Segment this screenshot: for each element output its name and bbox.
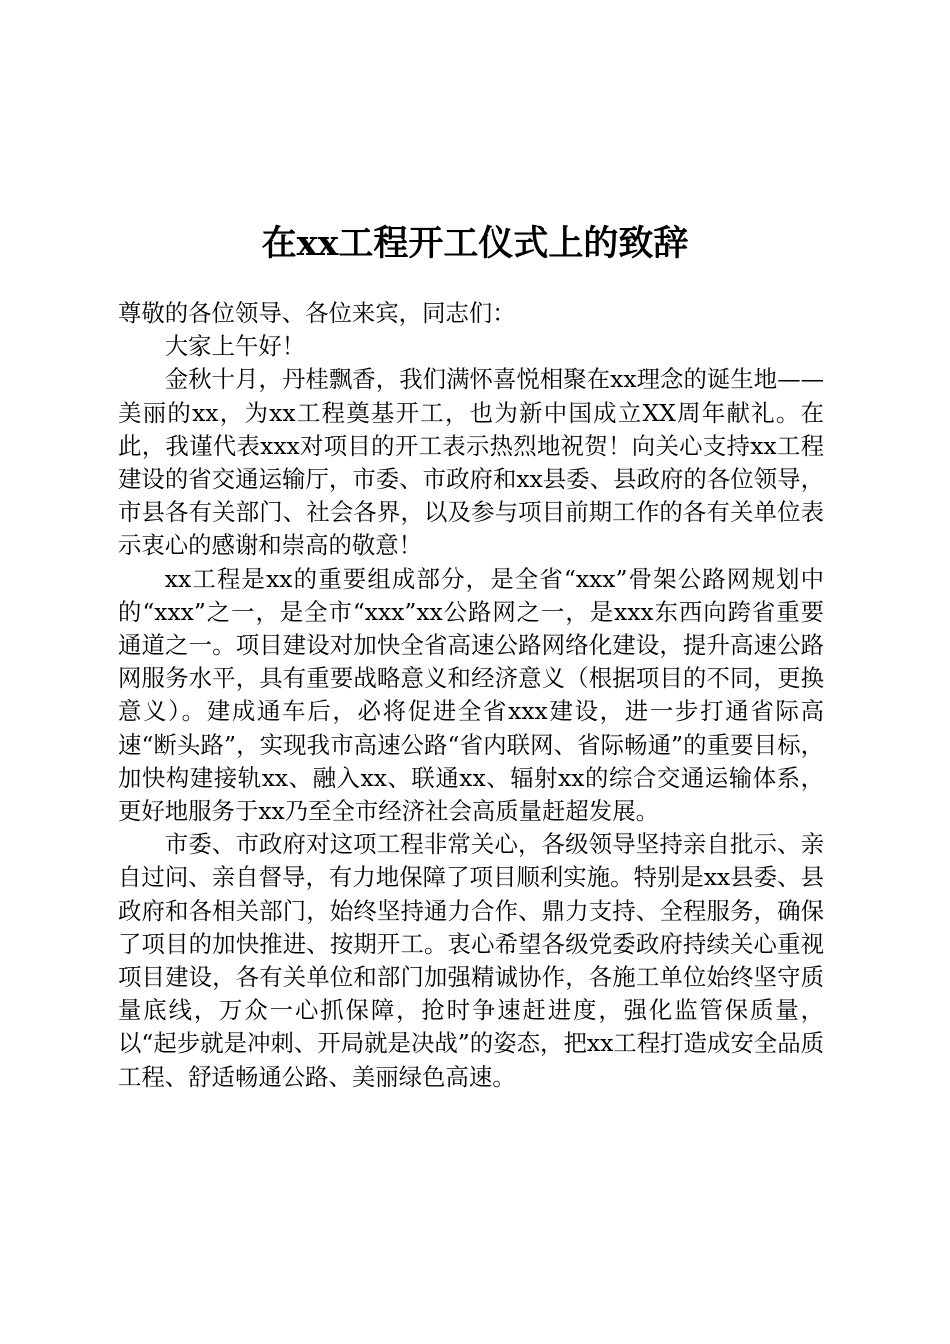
document-title: 在xx工程开工仪式上的致辞 xyxy=(261,223,689,265)
document-body xyxy=(118,297,824,1094)
paragraph-3: 市委、市政府对这项工程非常关心，各级领导坚持亲自批示、亲自过问、亲自督导，有力地保障了项目顺利实施。特别是xx县委、县政府和各相关部门，始终坚持通力合作、鼎力支持、全程服务，确保了项目的加快推进、按期开工。衷心希望各级党委政府持续关心重视项目建设，各有关单位和部门加强精诚协作，各施工单位始终坚守质量底线，万众一心抓保障，抢时争速赶进度，强化监管保质量，以“起步就是冲刺、开局就是决战”的姿态，把xx工程打造成安全品质工程、舒适畅通公路、美丽绿色高速。 xyxy=(118,830,824,1091)
paragraph-1: 金秋十月，丹桂飘香，我们满怀喜悦相聚在xx理念的诞生地——美丽的xx，为xx工程奠基开工，也为新中国成立XX周年献礼。在此，我谨代表xxx对项目的开工表示热烈地祝贺！向关心支持xx工程建设的省交通运输厅，市委、市政府和xx县委、县政府的各位领导，市县各有关部门、社会各界，以及参与项目前期工作的各有关单位表示衷心的感谢和崇高的敬意！ xyxy=(118,365,824,560)
salutation: 尊敬的各位领导、各位来宾，同志们： xyxy=(118,299,516,327)
greeting: 大家上午好！ xyxy=(164,332,306,361)
paragraph-2: xx工程是xx的重要组成部分，是全省“xxx”骨架公路网规划中的“xxx”之一，是全市“xxx”xx公路网之一，是xxx东西向跨省重要通道之一。项目建设对加快全省高速公路网络化建设，提升高速公路网服务水平，具有重要战略意义和经济意义（根据项目的不同，更换意义）。建成通车后，必将促进全省xxx建设，进一步打通省际高速“断头路”，实现我市高速公路“省内联网、省际畅通”的重要目标，加快构建接轨xx、融入xx、联通xx、辐射xx的综合交通运输体系，更好地服务于xx乃至全市经济社会高质量赶超发展。 xyxy=(118,564,824,826)
